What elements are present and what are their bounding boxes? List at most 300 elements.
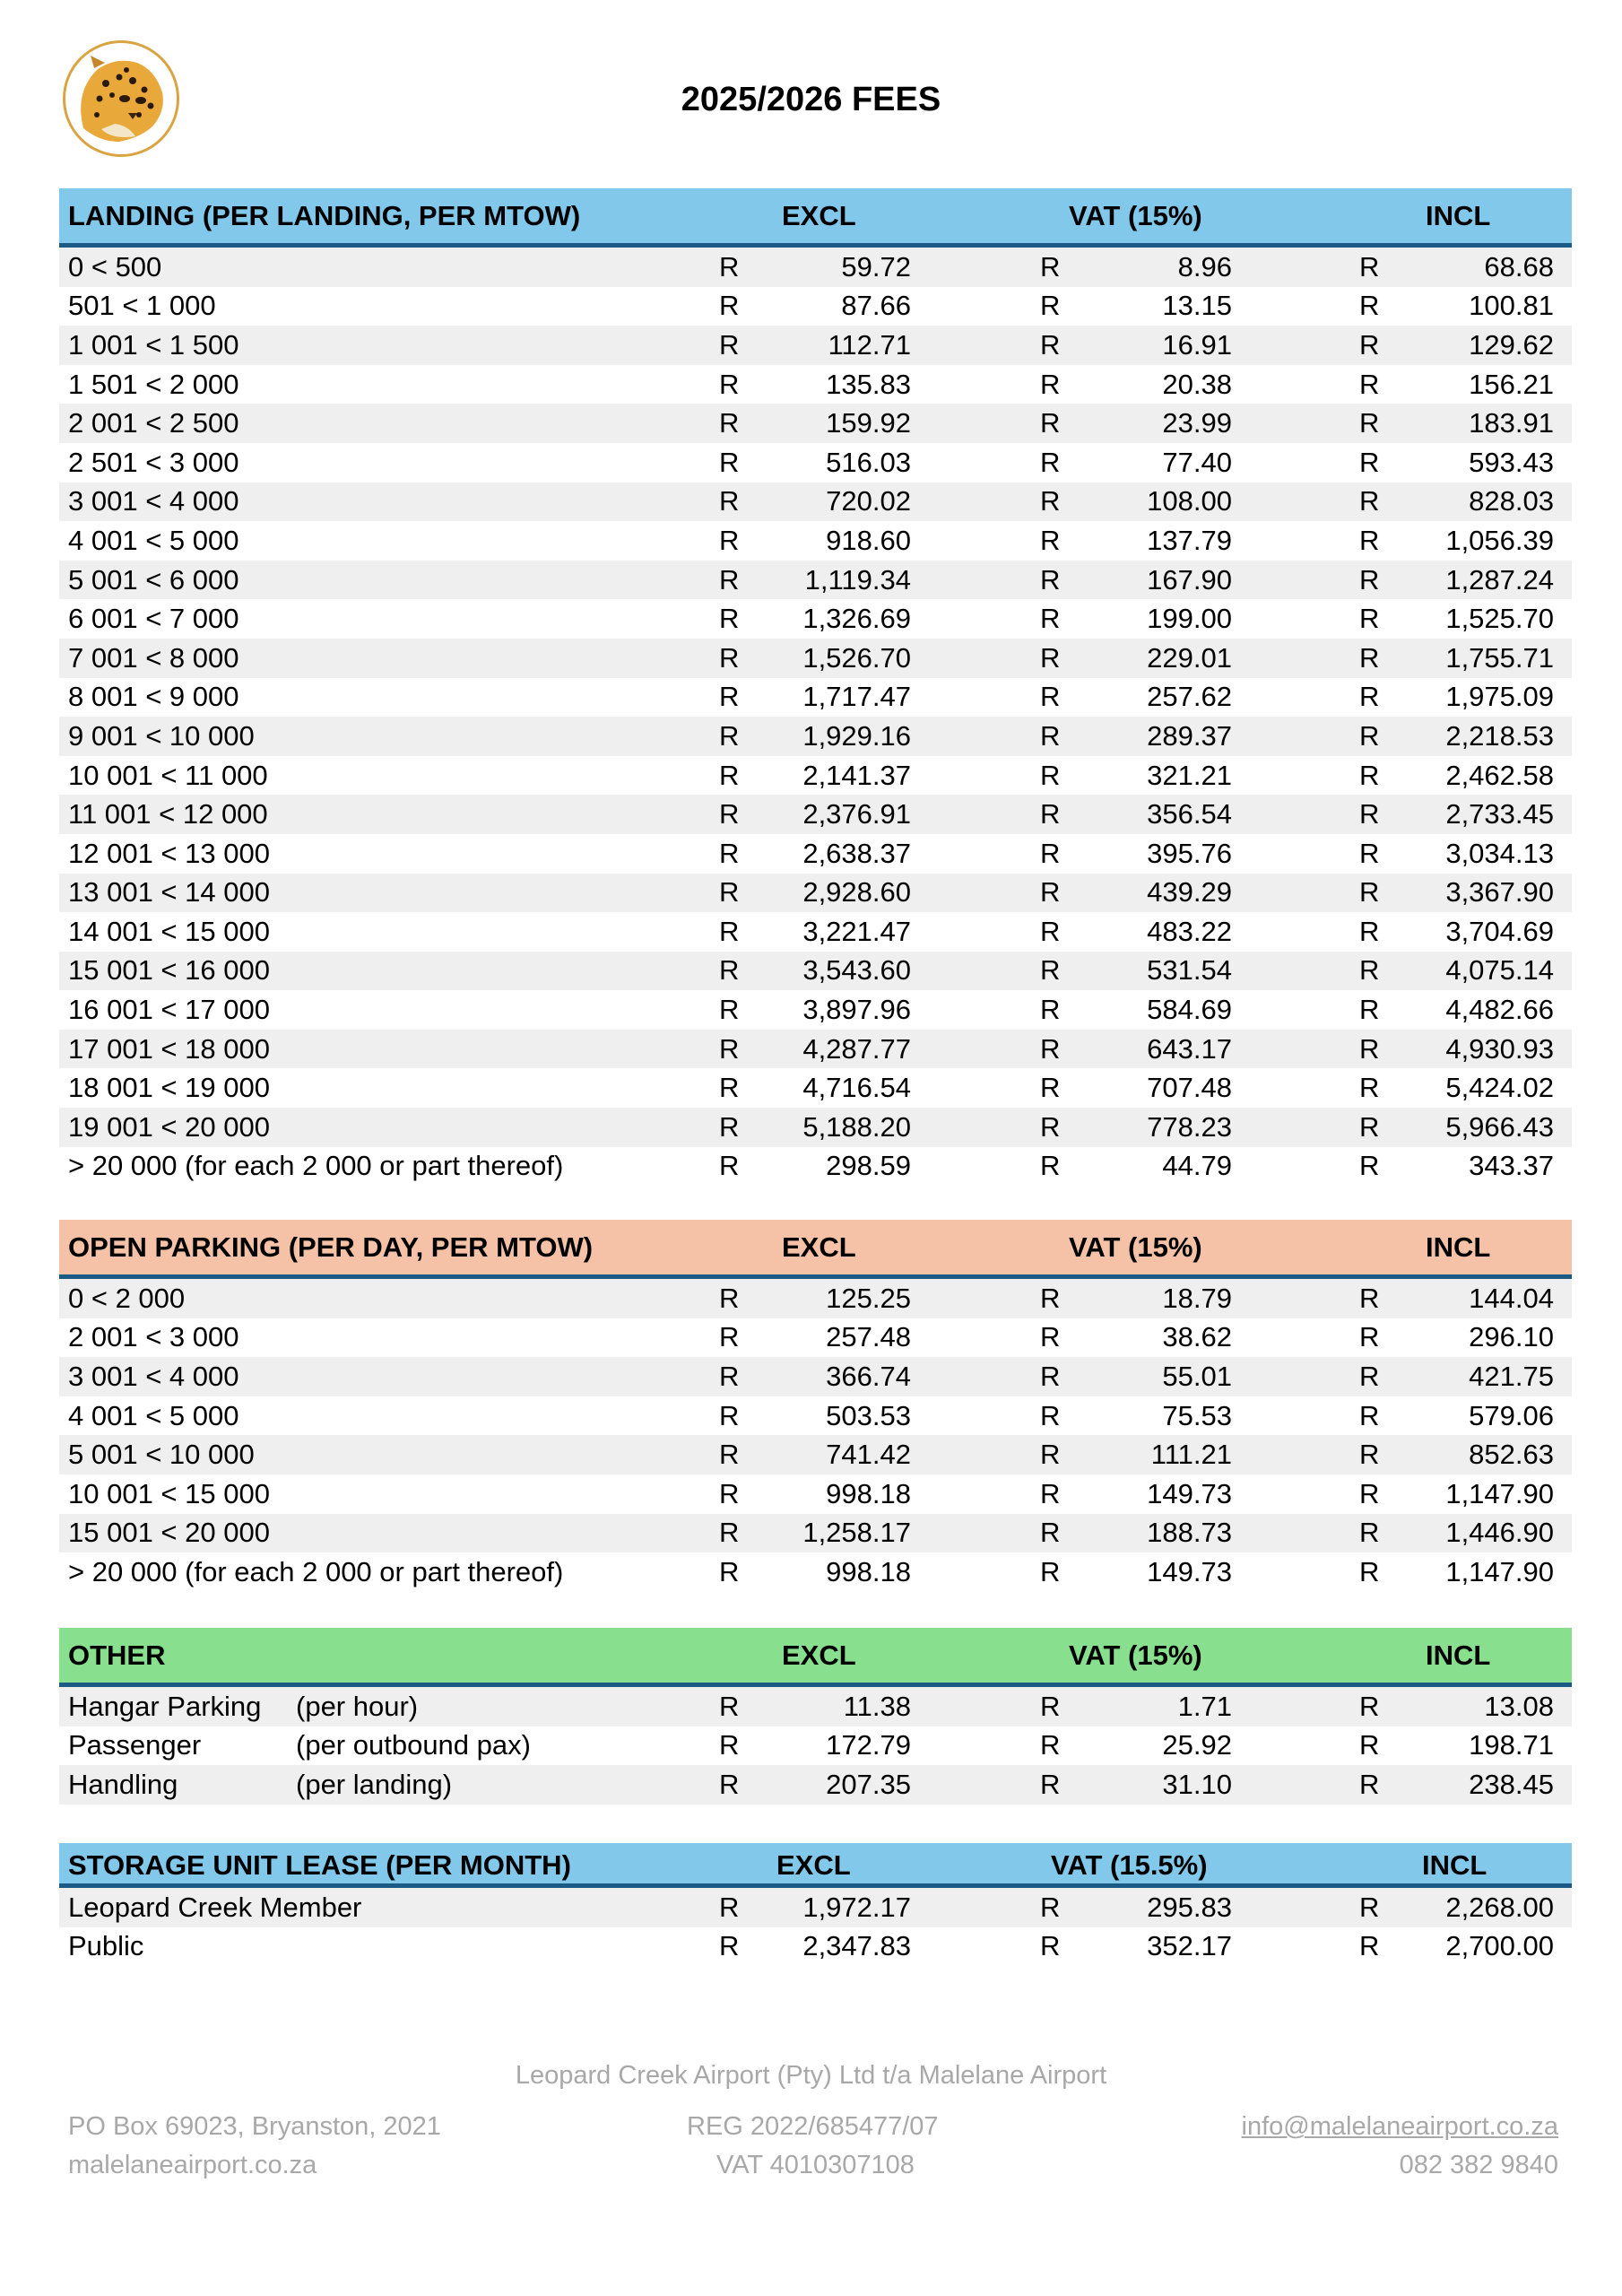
currency-symbol: R	[1040, 290, 1061, 322]
row-label: Handling	[68, 1768, 178, 1800]
vat-value: 23.99	[1162, 407, 1232, 439]
currency-symbol: R	[719, 1891, 740, 1923]
currency-symbol: R	[1040, 446, 1061, 478]
footer-company: Leopard Creek Airport (Pty) Ltd t/a Malelane Airport	[515, 2061, 1107, 2090]
incl-value: 100.81	[1469, 290, 1554, 322]
currency-symbol: R	[719, 563, 740, 596]
currency-symbol: R	[1040, 1517, 1061, 1549]
incl-value: 852.63	[1469, 1439, 1554, 1471]
currency-symbol: R	[1359, 759, 1380, 791]
vat-value: 229.01	[1147, 641, 1232, 674]
incl-value: 296.10	[1469, 1321, 1554, 1353]
vat-value: 531.54	[1147, 954, 1232, 987]
table-row	[59, 874, 1572, 913]
currency-symbol: R	[719, 759, 740, 791]
currency-symbol: R	[719, 1930, 740, 1962]
vat-value: 55.01	[1162, 1360, 1232, 1392]
currency-symbol: R	[1040, 485, 1061, 517]
row-label: 2 501 < 3 000	[68, 446, 239, 478]
landing-header	[59, 188, 1572, 248]
vat-value: 111.21	[1150, 1439, 1232, 1471]
currency-symbol: R	[1040, 1360, 1061, 1392]
currency-symbol: R	[1359, 1477, 1380, 1509]
currency-symbol: R	[1040, 328, 1061, 361]
row-label: 2 001 < 2 500	[68, 407, 239, 439]
currency-symbol: R	[1040, 837, 1061, 869]
row-label: 17 001 < 18 000	[68, 1032, 270, 1065]
table-row	[59, 1687, 1572, 1726]
currency-symbol: R	[719, 1729, 740, 1761]
excl-value: 1,326.69	[802, 603, 911, 635]
currency-symbol: R	[1359, 876, 1380, 909]
excl-value: 2,638.37	[802, 837, 911, 869]
incl-value: 1,287.24	[1445, 563, 1554, 596]
currency-symbol: R	[1359, 1150, 1380, 1182]
incl-value: 593.43	[1469, 446, 1554, 478]
currency-symbol: R	[719, 1690, 740, 1722]
table-row	[59, 1888, 1572, 1927]
currency-symbol: R	[1040, 368, 1061, 400]
currency-symbol: R	[1359, 1690, 1380, 1722]
table-row	[59, 834, 1572, 874]
excl-value: 516.03	[826, 446, 911, 478]
incl-value: 68.68	[1484, 250, 1554, 283]
incl-value: 828.03	[1469, 485, 1554, 517]
currency-symbol: R	[1359, 250, 1380, 283]
incl-value: 1,525.70	[1445, 603, 1554, 635]
storage-fees-table	[59, 1843, 1572, 1966]
table-row	[59, 717, 1572, 756]
row-sublabel: (per outbound pax)	[296, 1729, 531, 1761]
other-header	[59, 1628, 1572, 1687]
incl-value: 3,034.13	[1445, 837, 1554, 869]
excl-value: 135.83	[826, 368, 911, 400]
storage-rows	[59, 1888, 1572, 1966]
currency-symbol: R	[1359, 1555, 1380, 1587]
table-row	[59, 1357, 1572, 1396]
table-row	[59, 287, 1572, 326]
incl-value: 238.45	[1469, 1768, 1554, 1800]
parking-header	[59, 1220, 1572, 1279]
row-label: 8 001 < 9 000	[68, 681, 239, 713]
vat-value: 395.76	[1147, 837, 1232, 869]
vat-header: VAT (15.5%)	[1051, 1849, 1208, 1881]
currency-symbol: R	[719, 1282, 740, 1314]
currency-symbol: R	[719, 1768, 740, 1800]
currency-symbol: R	[1359, 1072, 1380, 1104]
currency-symbol: R	[719, 603, 740, 635]
vat-value: 643.17	[1147, 1032, 1232, 1065]
table-row	[59, 1147, 1572, 1187]
incl-value: 198.71	[1469, 1729, 1554, 1761]
vat-value: 707.48	[1147, 1072, 1232, 1104]
landing-title: LANDING (PER LANDING, PER MTOW)	[68, 199, 581, 231]
table-row	[59, 1030, 1572, 1069]
incl-value: 579.06	[1469, 1399, 1554, 1431]
table-row	[59, 639, 1572, 678]
vat-value: 356.54	[1147, 798, 1232, 831]
row-label: 16 001 < 17 000	[68, 994, 270, 1026]
currency-symbol: R	[1040, 1110, 1061, 1143]
currency-symbol: R	[719, 485, 740, 517]
currency-symbol: R	[1359, 485, 1380, 517]
currency-symbol: R	[1040, 954, 1061, 987]
table-row	[59, 1318, 1572, 1358]
table-row	[59, 1435, 1572, 1474]
currency-symbol: R	[719, 1360, 740, 1392]
incl-value: 1,147.90	[1445, 1555, 1554, 1587]
vat-value: 289.37	[1147, 719, 1232, 752]
vat-value: 778.23	[1147, 1110, 1232, 1143]
vat-value: 25.92	[1162, 1729, 1232, 1761]
excl-value: 3,543.60	[802, 954, 911, 987]
currency-symbol: R	[1359, 603, 1380, 635]
currency-symbol: R	[1359, 328, 1380, 361]
table-row	[59, 248, 1572, 287]
excl-value: 59.72	[841, 250, 911, 283]
incl-value: 156.21	[1469, 368, 1554, 400]
other-title: OTHER	[68, 1639, 166, 1671]
vat-value: 149.73	[1147, 1555, 1232, 1587]
footer-vat: VAT 4010307108	[716, 2151, 915, 2179]
row-label: 0 < 500	[68, 250, 162, 283]
incl-header: INCL	[1426, 1639, 1491, 1671]
currency-symbol: R	[719, 1555, 740, 1587]
table-row	[59, 1765, 1572, 1805]
currency-symbol: R	[719, 798, 740, 831]
currency-symbol: R	[1040, 759, 1061, 791]
currency-symbol: R	[1359, 1439, 1380, 1471]
currency-symbol: R	[1040, 915, 1061, 947]
currency-symbol: R	[1040, 524, 1061, 556]
vat-value: 199.00	[1147, 603, 1232, 635]
currency-symbol: R	[1040, 1768, 1061, 1800]
row-label: 15 001 < 16 000	[68, 954, 270, 987]
currency-symbol: R	[1359, 524, 1380, 556]
currency-symbol: R	[1359, 681, 1380, 713]
currency-symbol: R	[1040, 1321, 1061, 1353]
table-row	[59, 1396, 1572, 1436]
vat-value: 584.69	[1147, 994, 1232, 1026]
row-sublabel: (per hour)	[296, 1690, 419, 1722]
incl-value: 3,367.90	[1445, 876, 1554, 909]
row-label: 12 001 < 13 000	[68, 837, 270, 869]
row-sublabel: (per landing)	[296, 1768, 453, 1800]
row-label: 13 001 < 14 000	[68, 876, 270, 909]
excl-value: 503.53	[826, 1399, 911, 1431]
currency-symbol: R	[719, 290, 740, 322]
table-row	[59, 795, 1572, 834]
row-label: 3 001 < 4 000	[68, 485, 239, 517]
currency-symbol: R	[719, 681, 740, 713]
excl-header: EXCL	[782, 1231, 856, 1263]
currency-symbol: R	[1040, 1690, 1061, 1722]
storage-title: STORAGE UNIT LEASE (PER MONTH)	[68, 1849, 571, 1881]
row-label: 10 001 < 11 000	[68, 759, 268, 791]
vat-value: 1.71	[1177, 1690, 1232, 1722]
vat-value: 167.90	[1147, 563, 1232, 596]
excl-value: 1,119.34	[804, 563, 911, 596]
incl-header: INCL	[1422, 1849, 1488, 1881]
vat-value: 18.79	[1162, 1282, 1232, 1314]
excl-value: 2,347.83	[802, 1930, 911, 1962]
row-label: 5 001 < 6 000	[68, 563, 239, 596]
currency-symbol: R	[1040, 603, 1061, 635]
table-row	[59, 1474, 1572, 1514]
currency-symbol: R	[1359, 1768, 1380, 1800]
incl-value: 4,930.93	[1445, 1032, 1554, 1065]
table-row	[59, 678, 1572, 718]
row-label: 7 001 < 8 000	[68, 641, 239, 674]
table-row	[59, 1068, 1572, 1108]
currency-symbol: R	[719, 994, 740, 1026]
currency-symbol: R	[719, 328, 740, 361]
currency-symbol: R	[719, 1072, 740, 1104]
currency-symbol: R	[1359, 446, 1380, 478]
currency-symbol: R	[1040, 1399, 1061, 1431]
vat-value: 483.22	[1147, 915, 1232, 947]
currency-symbol: R	[1040, 876, 1061, 909]
row-label: 5 001 < 10 000	[68, 1439, 255, 1471]
vat-value: 13.15	[1162, 290, 1232, 322]
table-row	[59, 443, 1572, 483]
row-label: 6 001 < 7 000	[68, 603, 239, 635]
excl-value: 3,897.96	[802, 994, 911, 1026]
currency-symbol: R	[1040, 250, 1061, 283]
currency-symbol: R	[1359, 1729, 1380, 1761]
vat-header: VAT (15%)	[1069, 1231, 1202, 1263]
vat-value: 257.62	[1147, 681, 1232, 713]
currency-symbol: R	[1040, 641, 1061, 674]
excl-value: 998.18	[826, 1555, 911, 1587]
currency-symbol: R	[1359, 719, 1380, 752]
row-label: 14 001 < 15 000	[68, 915, 270, 947]
currency-symbol: R	[1359, 407, 1380, 439]
currency-symbol: R	[719, 954, 740, 987]
excl-value: 207.35	[826, 1768, 911, 1800]
incl-value: 3,704.69	[1445, 915, 1554, 947]
row-label: 501 < 1 000	[68, 290, 216, 322]
table-row	[59, 404, 1572, 443]
currency-symbol: R	[1359, 837, 1380, 869]
excl-header: EXCL	[776, 1849, 851, 1881]
incl-value: 5,966.43	[1445, 1110, 1554, 1143]
table-row	[59, 1279, 1572, 1318]
currency-symbol: R	[1359, 1891, 1380, 1923]
currency-symbol: R	[1040, 563, 1061, 596]
currency-symbol: R	[719, 1321, 740, 1353]
row-label: > 20 000 (for each 2 000 or part thereof)	[68, 1150, 564, 1182]
currency-symbol: R	[719, 250, 740, 283]
currency-symbol: R	[719, 1517, 740, 1549]
incl-value: 343.37	[1469, 1150, 1554, 1182]
currency-symbol: R	[1040, 1555, 1061, 1587]
excl-header: EXCL	[782, 199, 856, 231]
row-label: Public	[68, 1930, 144, 1962]
currency-symbol: R	[1359, 1360, 1380, 1392]
excl-value: 366.74	[826, 1360, 911, 1392]
excl-header: EXCL	[782, 1639, 856, 1671]
table-row	[59, 1108, 1572, 1147]
excl-value: 159.92	[826, 407, 911, 439]
currency-symbol: R	[719, 719, 740, 752]
vat-value: 44.79	[1162, 1150, 1232, 1182]
row-label: 15 001 < 20 000	[68, 1517, 270, 1549]
excl-value: 298.59	[826, 1150, 911, 1182]
vat-value: 16.91	[1162, 328, 1232, 361]
incl-value: 1,975.09	[1445, 681, 1554, 713]
currency-symbol: R	[1040, 1729, 1061, 1761]
excl-value: 3,221.47	[802, 915, 911, 947]
excl-value: 87.66	[841, 290, 911, 322]
excl-value: 998.18	[826, 1477, 911, 1509]
currency-symbol: R	[1040, 1032, 1061, 1065]
incl-value: 4,075.14	[1445, 954, 1554, 987]
row-label: 9 001 < 10 000	[68, 719, 255, 752]
footer-reg: REG 2022/685477/07	[687, 2112, 939, 2141]
table-row	[59, 599, 1572, 639]
currency-symbol: R	[1359, 915, 1380, 947]
currency-symbol: R	[719, 876, 740, 909]
currency-symbol: R	[1040, 1282, 1061, 1314]
currency-symbol: R	[719, 1032, 740, 1065]
currency-symbol: R	[1359, 641, 1380, 674]
currency-symbol: R	[1359, 1930, 1380, 1962]
currency-symbol: R	[719, 837, 740, 869]
incl-header: INCL	[1426, 199, 1491, 231]
currency-symbol: R	[1040, 719, 1061, 752]
incl-value: 2,268.00	[1445, 1891, 1554, 1923]
currency-symbol: R	[719, 524, 740, 556]
currency-symbol: R	[719, 1110, 740, 1143]
currency-symbol: R	[1040, 1439, 1061, 1471]
parking-title: OPEN PARKING (PER DAY, PER MTOW)	[68, 1231, 594, 1263]
excl-value: 257.48	[826, 1321, 911, 1353]
currency-symbol: R	[1040, 798, 1061, 831]
incl-value: 13.08	[1484, 1690, 1554, 1722]
incl-value: 5,424.02	[1445, 1072, 1554, 1104]
excl-value: 1,258.17	[802, 1517, 911, 1549]
landing-rows	[59, 248, 1572, 1186]
footer-address: PO Box 69023, Bryanston, 2021	[68, 2112, 441, 2141]
currency-symbol: R	[1040, 1930, 1061, 1962]
excl-value: 4,716.54	[802, 1072, 911, 1104]
incl-value: 1,446.90	[1445, 1517, 1554, 1549]
currency-symbol: R	[1359, 290, 1380, 322]
vat-value: 77.40	[1162, 446, 1232, 478]
row-label: 4 001 < 5 000	[68, 524, 239, 556]
page-title: 2025/2026 FEES	[681, 81, 941, 118]
excl-value: 112.71	[828, 328, 911, 361]
table-row	[59, 1726, 1572, 1766]
currency-symbol: R	[719, 1399, 740, 1431]
incl-value: 2,700.00	[1445, 1930, 1554, 1962]
vat-value: 149.73	[1147, 1477, 1232, 1509]
currency-symbol: R	[719, 1477, 740, 1509]
excl-value: 11.38	[843, 1690, 911, 1722]
vat-value: 137.79	[1147, 524, 1232, 556]
excl-value: 918.60	[826, 524, 911, 556]
vat-value: 75.53	[1162, 1399, 1232, 1431]
footer-website[interactable]: malelaneairport.co.za	[68, 2151, 317, 2179]
footer-email-link[interactable]: info@malelaneairport.co.za	[1241, 2112, 1558, 2141]
row-label: 18 001 < 19 000	[68, 1072, 270, 1104]
currency-symbol: R	[1359, 1399, 1380, 1431]
currency-symbol: R	[1359, 1032, 1380, 1065]
table-row	[59, 990, 1572, 1030]
currency-symbol: R	[1040, 407, 1061, 439]
excl-value: 1,929.16	[802, 719, 911, 752]
excl-value: 741.42	[826, 1439, 911, 1471]
incl-value: 183.91	[1469, 407, 1554, 439]
row-label: 2 001 < 3 000	[68, 1321, 239, 1353]
currency-symbol: R	[1359, 954, 1380, 987]
vat-value: 108.00	[1147, 485, 1232, 517]
currency-symbol: R	[719, 407, 740, 439]
incl-value: 1,056.39	[1445, 524, 1554, 556]
currency-symbol: R	[1359, 1517, 1380, 1549]
table-row	[59, 756, 1572, 796]
table-row	[59, 326, 1572, 365]
currency-symbol: R	[719, 915, 740, 947]
row-label: 19 001 < 20 000	[68, 1110, 270, 1143]
excl-value: 125.25	[826, 1282, 911, 1314]
parking-rows	[59, 1279, 1572, 1592]
incl-value: 2,462.58	[1445, 759, 1554, 791]
excl-value: 2,141.37	[802, 759, 911, 791]
currency-symbol: R	[1359, 1110, 1380, 1143]
row-label: 11 001 < 12 000	[68, 798, 268, 831]
row-label: 0 < 2 000	[68, 1282, 186, 1314]
table-row	[59, 561, 1572, 600]
currency-symbol: R	[1359, 994, 1380, 1026]
incl-header: INCL	[1426, 1231, 1491, 1263]
excl-value: 5,188.20	[802, 1110, 911, 1143]
storage-header	[59, 1843, 1572, 1888]
currency-symbol: R	[1359, 1282, 1380, 1314]
vat-value: 188.73	[1147, 1517, 1232, 1549]
currency-symbol: R	[1359, 1321, 1380, 1353]
row-label: Passenger	[68, 1729, 202, 1761]
footer-phone: 082 382 9840	[1399, 2151, 1558, 2179]
vat-value: 352.17	[1147, 1930, 1232, 1962]
vat-header: VAT (15%)	[1069, 1639, 1202, 1671]
incl-value: 1,755.71	[1445, 641, 1554, 674]
currency-symbol: R	[719, 641, 740, 674]
table-row	[59, 365, 1572, 404]
excl-value: 720.02	[826, 485, 911, 517]
vat-value: 295.83	[1147, 1891, 1232, 1923]
excl-value: 172.79	[826, 1729, 911, 1761]
table-row	[59, 1927, 1572, 1967]
currency-symbol: R	[719, 1150, 740, 1182]
currency-symbol: R	[1040, 1072, 1061, 1104]
incl-value: 144.04	[1469, 1282, 1554, 1314]
currency-symbol: R	[719, 368, 740, 400]
incl-value: 2,733.45	[1445, 798, 1554, 831]
currency-symbol: R	[1359, 798, 1380, 831]
excl-value: 1,972.17	[802, 1891, 911, 1923]
incl-value: 4,482.66	[1445, 994, 1554, 1026]
vat-value: 8.96	[1177, 250, 1232, 283]
excl-value: 2,928.60	[802, 876, 911, 909]
table-row	[59, 912, 1572, 952]
other-rows	[59, 1687, 1572, 1805]
incl-value: 421.75	[1469, 1360, 1554, 1392]
vat-value: 20.38	[1162, 368, 1232, 400]
incl-value: 129.62	[1469, 328, 1554, 361]
row-label: 4 001 < 5 000	[68, 1399, 239, 1431]
